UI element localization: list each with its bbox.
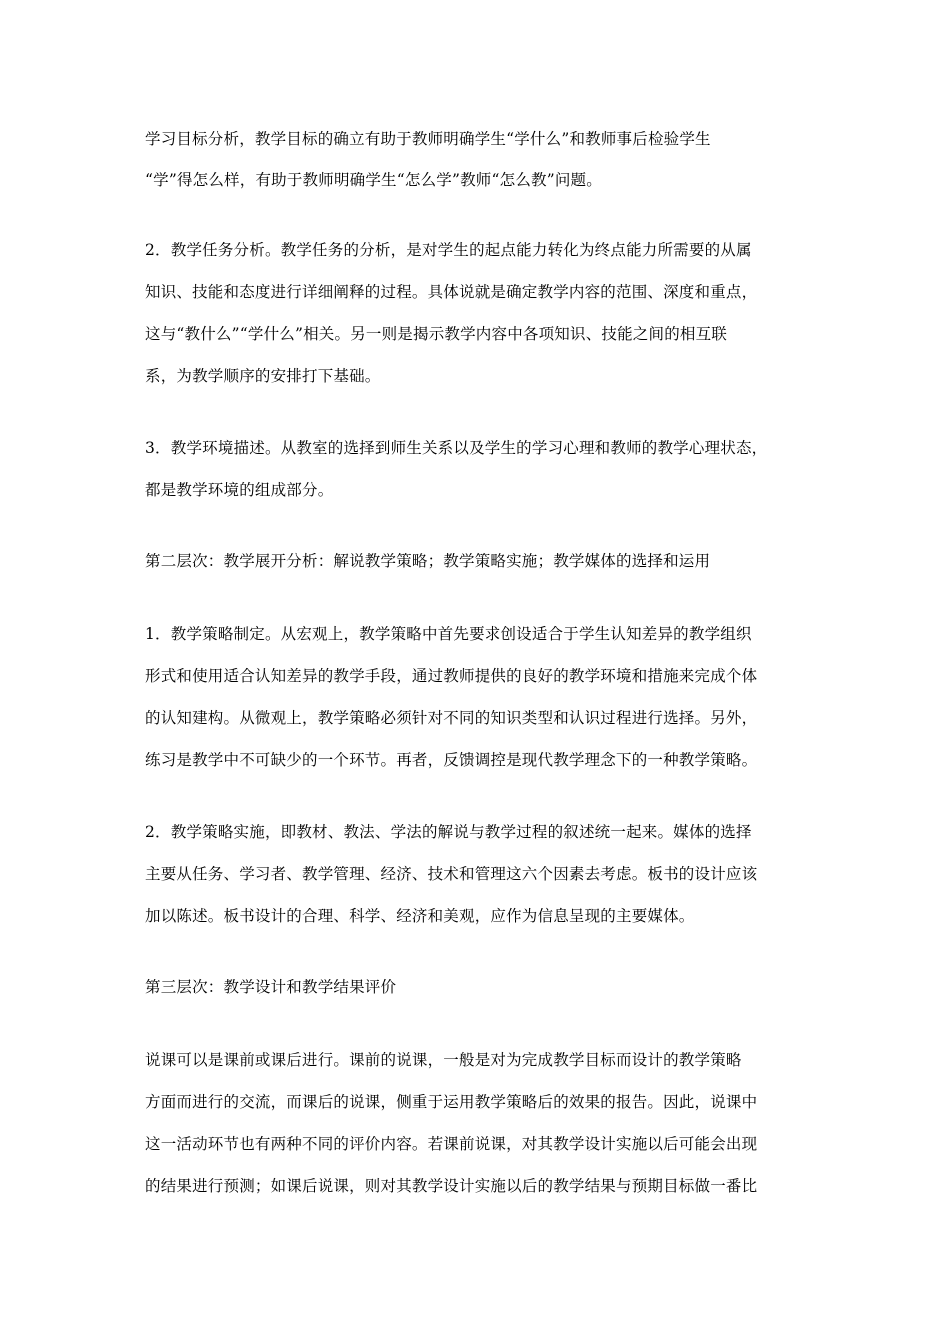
text-line: 学习目标分析，教学目标的确立有助于教师明确学生“学什么”和教师事后检验学生 — [145, 130, 711, 148]
text-line: 1．教学策略制定。从宏观上，教学策略中首先要求创设适合于学生认知差异的教学组织 — [145, 625, 752, 643]
text-line: 2．教学策略实施，即教材、教法、学法的解说与教学过程的叙述统一起来。媒体的选择 — [145, 823, 752, 841]
text-line: “学”得怎么样，有助于教师明确学生“怎么学”教师“怎么教”问题。 — [145, 171, 602, 189]
section-heading: 第三层次：教学设计和教学结果评价 — [145, 978, 397, 996]
text-line: 练习是教学中不可缺少的一个环节。再者，反馈调控是现代教学理念下的一种教学策略。 — [145, 751, 758, 769]
text-line: 主要从任务、学习者、教学管理、经济、技术和管理这六个因素去考虑。板书的设计应该 — [145, 865, 758, 883]
text-line: 说课可以是课前或课后进行。课前的说课，一般是对为完成教学目标而设计的教学策略 — [145, 1051, 742, 1069]
text-line: 3．教学环境描述。从教室的选择到师生关系以及学生的学习心理和教师的教学心理状态， — [145, 439, 768, 457]
text-line: 这与“教什么”“学什么”相关。另一则是揭示教学内容中各项知识、技能之间的相互联 — [145, 325, 727, 343]
text-line: 这一活动环节也有两种不同的评价内容。若课前说课，对其教学设计实施以后可能会出现 — [145, 1135, 758, 1153]
text-line: 的认知建构。从微观上，教学策略必须针对不同的知识类型和认识过程进行选择。另外， — [145, 709, 758, 727]
text-line: 2．教学任务分析。教学任务的分析，是对学生的起点能力转化为终点能力所需要的从属 — [145, 241, 752, 259]
section-heading: 第二层次：教学展开分析：解说教学策略；教学策略实施；教学媒体的选择和运用 — [145, 552, 711, 570]
text-line: 方面而进行的交流，而课后的说课，侧重于运用教学策略后的效果的报告。因此，说课中 — [145, 1093, 758, 1111]
text-line: 知识、技能和态度进行详细阐释的过程。具体说就是确定教学内容的范围、深度和重点， — [145, 283, 758, 301]
text-line: 加以陈述。板书设计的合理、科学、经济和美观，应作为信息呈现的主要媒体。 — [145, 907, 695, 925]
text-line: 的结果进行预测；如课后说课，则对其教学设计实施以后的教学结果与预期目标做一番比 — [145, 1177, 758, 1195]
text-line: 形式和使用适合认知差异的教学手段，通过教师提供的良好的教学环境和措施来完成个体 — [145, 667, 758, 685]
text-line: 都是教学环境的组成部分。 — [145, 481, 334, 499]
text-line: 系，为教学顺序的安排打下基础。 — [145, 367, 381, 385]
